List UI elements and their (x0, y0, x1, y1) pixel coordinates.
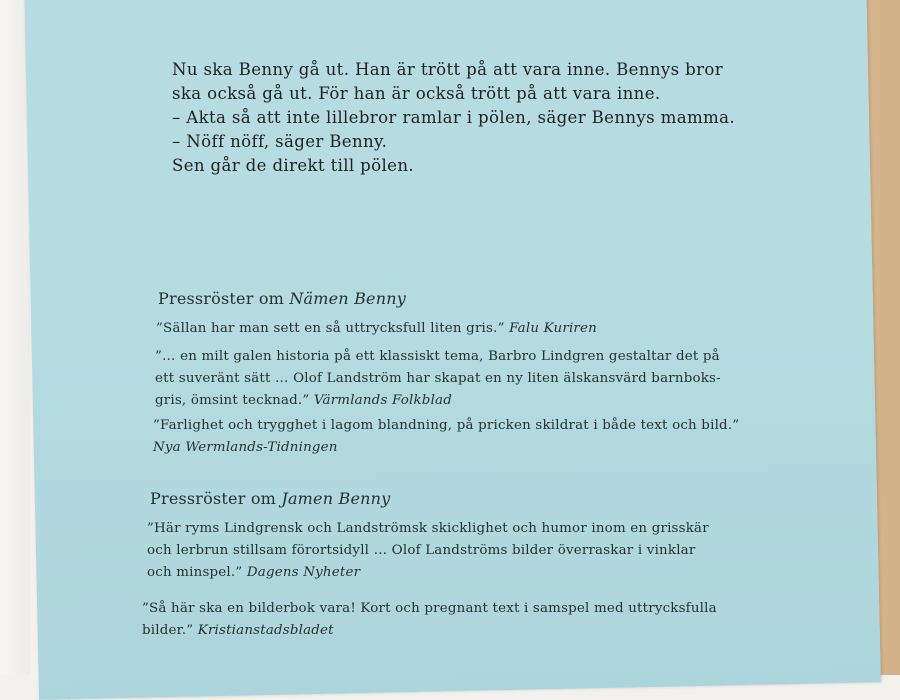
story-excerpt (172, 58, 735, 178)
quote-line: ”Sällan har man sett en så uttrycksfull liten gris.” (156, 321, 510, 336)
quote-line: ”Här ryms Lindgrensk och Landströmsk skicklighet och humor inom en grisskär (147, 521, 709, 536)
review-quote (153, 415, 739, 459)
book-title: Jamen Benny (281, 489, 391, 508)
story-line: ska också gå ut. För han är också trött på att vara inne. (172, 84, 661, 103)
quote-line: ”Så här ska en bilderbok vara! Kort och pregnant text i samspel med uttrycksfulla (142, 601, 717, 616)
story-line: Sen går de direkt till pölen. (172, 156, 414, 175)
press-section-namen-benny (158, 288, 406, 310)
quote-line: ett suveränt sätt … Olof Landström har skapat en ny liten älskansvärd barnboks- (155, 371, 721, 386)
quote-source: Nya Wermlands-Tidningen (153, 440, 338, 455)
book-title: Nämen Benny (289, 289, 406, 308)
story-line: Nu ska Benny gå ut. Han är trött på att vara inne. Bennys bror (172, 60, 724, 79)
page-edge (0, 0, 30, 675)
story-line: – Akta så att inte lillebror ramlar i pölen, säger Bennys mamma. (172, 108, 735, 127)
review-quote (142, 598, 717, 642)
press-section-jamen-benny (150, 488, 390, 510)
quote-source: Kristianstadsbladet (197, 623, 334, 638)
quote-line: gris, ömsint tecknad.” (155, 393, 314, 408)
quote-source: Dagens Nyheter (246, 565, 361, 580)
story-line: – Nöff nöff, säger Benny. (172, 132, 388, 151)
quote-line: och lerbrun stillsam förortsidyll … Olof Landströms bilder överraskar i vinklar (147, 543, 696, 558)
quote-line: bilder.” (142, 623, 198, 638)
section-title: Pressröster om Nämen Benny (158, 289, 406, 308)
section-title: Pressröster om Jamen Benny (150, 489, 391, 508)
quote-line: ”Farlighet och trygghet i lagom blandning, på pricken skildrat i både text och bild.” (153, 418, 740, 433)
review-quote (155, 346, 721, 412)
quote-line: och minspel.” (147, 565, 247, 580)
quote-source: Falu Kuriren (509, 321, 597, 336)
quote-source: Värmlands Folkblad (313, 393, 453, 408)
review-quote (156, 318, 597, 340)
quote-line: ”… en milt galen historia på ett klassiskt tema, Barbro Lindgren gestaltar det på (155, 349, 720, 364)
review-quote (147, 518, 709, 584)
